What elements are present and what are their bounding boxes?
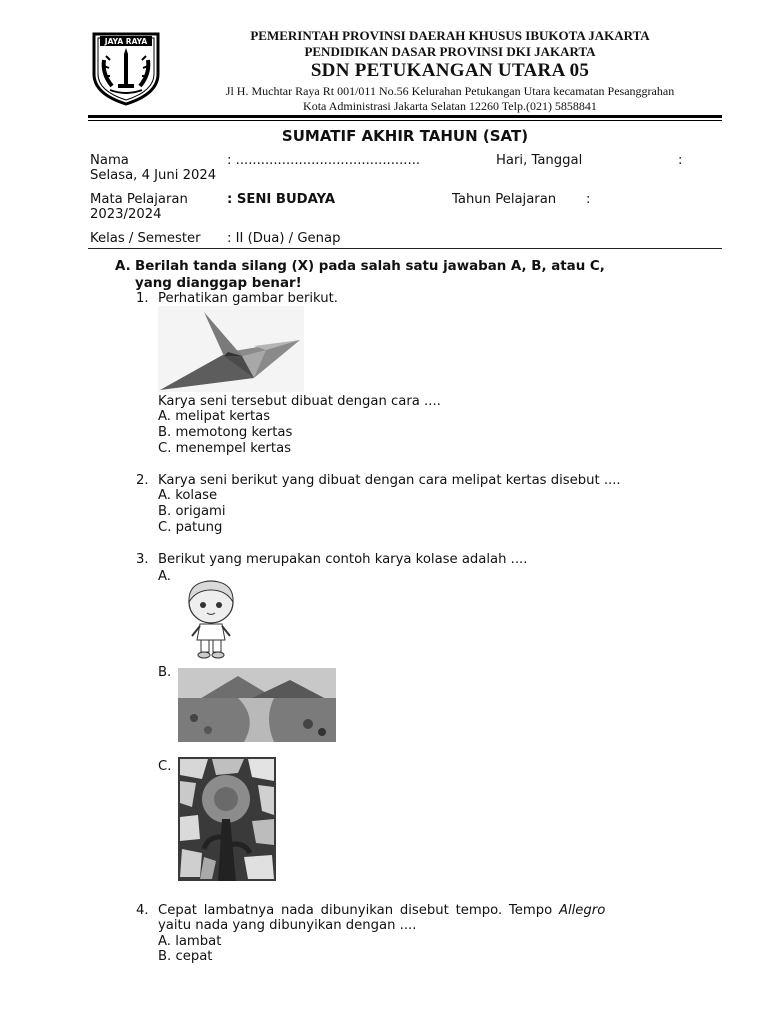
section-letter: A. <box>115 259 131 274</box>
option-text: menempel kertas <box>175 441 292 456</box>
exam-title: SUMATIF AKHIR TAHUN (SAT) <box>281 127 529 145</box>
identity-divider <box>88 248 722 249</box>
nama-label: Nama <box>90 153 129 168</box>
header-department-line: PENDIDIKAN DASAR PROVINSI DKI JAKARTA <box>304 44 596 59</box>
header-school-name: SDN PETUKANGAN UTARA 05 <box>310 60 590 81</box>
question-4-prompt-line-2: yaitu nada yang dibunyikan dengan .... <box>158 918 417 933</box>
question-1-option-c[interactable] <box>158 441 291 457</box>
prompt-text: Cepat lambatnya nada dibunyikan disebut tempo. Tempo <box>158 903 559 918</box>
question-3-prompt: Berikut yang merupakan contoh karya kolase adalah .... <box>158 552 528 567</box>
jakarta-emblem-logo <box>88 30 164 106</box>
mosaic-tree-image <box>178 757 276 881</box>
question-3-option-c[interactable]: C. <box>158 759 172 774</box>
svg-text:JAYA RAYA: JAYA RAYA <box>104 37 148 46</box>
header-address-line-1: Jl H. Muchtar Raya Rt 001/011 No.56 Kelurahan Petukangan Utara kecamatan Pesanggrahan <box>225 84 675 98</box>
question-4-number: 4. <box>136 903 149 918</box>
question-1-option-b[interactable] <box>158 425 292 441</box>
mata-pelajaran-label: Mata Pelajaran <box>90 192 188 207</box>
question-1-followup: Karya seni tersebut dibuat dengan cara .... <box>158 394 441 409</box>
mata-pelajaran-value: : SENI BUDAYA <box>227 192 336 207</box>
option-letter: A. <box>158 934 171 949</box>
option-letter: C. <box>158 441 172 456</box>
question-1-option-a[interactable] <box>158 409 270 425</box>
question-3-option-a[interactable]: A. <box>158 569 171 584</box>
question-4-prompt-line-1 <box>158 903 713 919</box>
nama-value[interactable]: : ............................................ <box>227 153 421 168</box>
option-text: memotong kertas <box>175 425 293 440</box>
header-address-line-2: Kota Administrasi Jakarta Selatan 12260 Telp.(021) 5858841 <box>303 99 597 113</box>
header-government-line: PEMERINTAH PROVINSI DAERAH KHUSUS IBUKOTA JAKARTA <box>250 28 650 43</box>
question-1-prompt: Perhatikan gambar berikut. <box>158 291 338 306</box>
question-2-prompt: Karya seni berikut yang dibuat dengan cara melipat kertas disebut .... <box>158 473 621 488</box>
question-3-option-b[interactable]: B. <box>158 665 172 680</box>
hari-tanggal-colon: : <box>678 153 683 168</box>
option-text: melipat kertas <box>175 409 271 424</box>
option-letter: C. <box>158 520 172 535</box>
option-letter: A. <box>158 488 171 503</box>
option-text: lambat <box>175 934 222 949</box>
question-3-number: 3. <box>136 552 149 567</box>
tahun-pelajaran-value: 2023/2024 <box>90 207 162 222</box>
instruction-line-2: yang dianggap benar! <box>135 276 302 291</box>
kelas-semester-label: Kelas / Semester <box>90 231 201 246</box>
question-2-option-c[interactable] <box>158 520 222 536</box>
option-letter: B. <box>158 425 172 440</box>
hari-tanggal-value: Selasa, 4 Juni 2024 <box>90 168 217 183</box>
kelas-semester-value: : II (Dua) / Genap <box>227 231 341 246</box>
option-letter: B. <box>158 949 172 964</box>
header-divider-thin <box>88 120 722 121</box>
tahun-pelajaran-label: Tahun Pelajaran <box>452 192 557 207</box>
option-text: kolase <box>175 488 218 503</box>
question-2-option-a[interactable] <box>158 488 217 504</box>
option-text: cepat <box>175 949 213 964</box>
origami-crane-image <box>158 306 304 392</box>
question-2-option-b[interactable] <box>158 504 226 520</box>
landscape-collage-image <box>178 668 336 742</box>
question-2-number: 2. <box>136 473 149 488</box>
question-4-option-b[interactable] <box>158 949 212 965</box>
option-letter: B. <box>158 504 172 519</box>
prompt-term-allegro: Allegro <box>558 903 606 918</box>
question-4-option-a[interactable] <box>158 934 221 950</box>
hari-tanggal-label: Hari, Tanggal <box>496 153 583 168</box>
girl-drawing-image <box>180 578 242 660</box>
header-divider-thick <box>88 115 722 118</box>
option-letter: A. <box>158 409 171 424</box>
question-1-number: 1. <box>136 291 149 306</box>
option-text: origami <box>175 504 226 519</box>
instruction-line-1: Berilah tanda silang (X) pada salah satu jawaban A, B, atau C, <box>135 259 605 274</box>
tahun-pelajaran-colon: : <box>586 192 591 207</box>
option-text: patung <box>175 520 223 535</box>
